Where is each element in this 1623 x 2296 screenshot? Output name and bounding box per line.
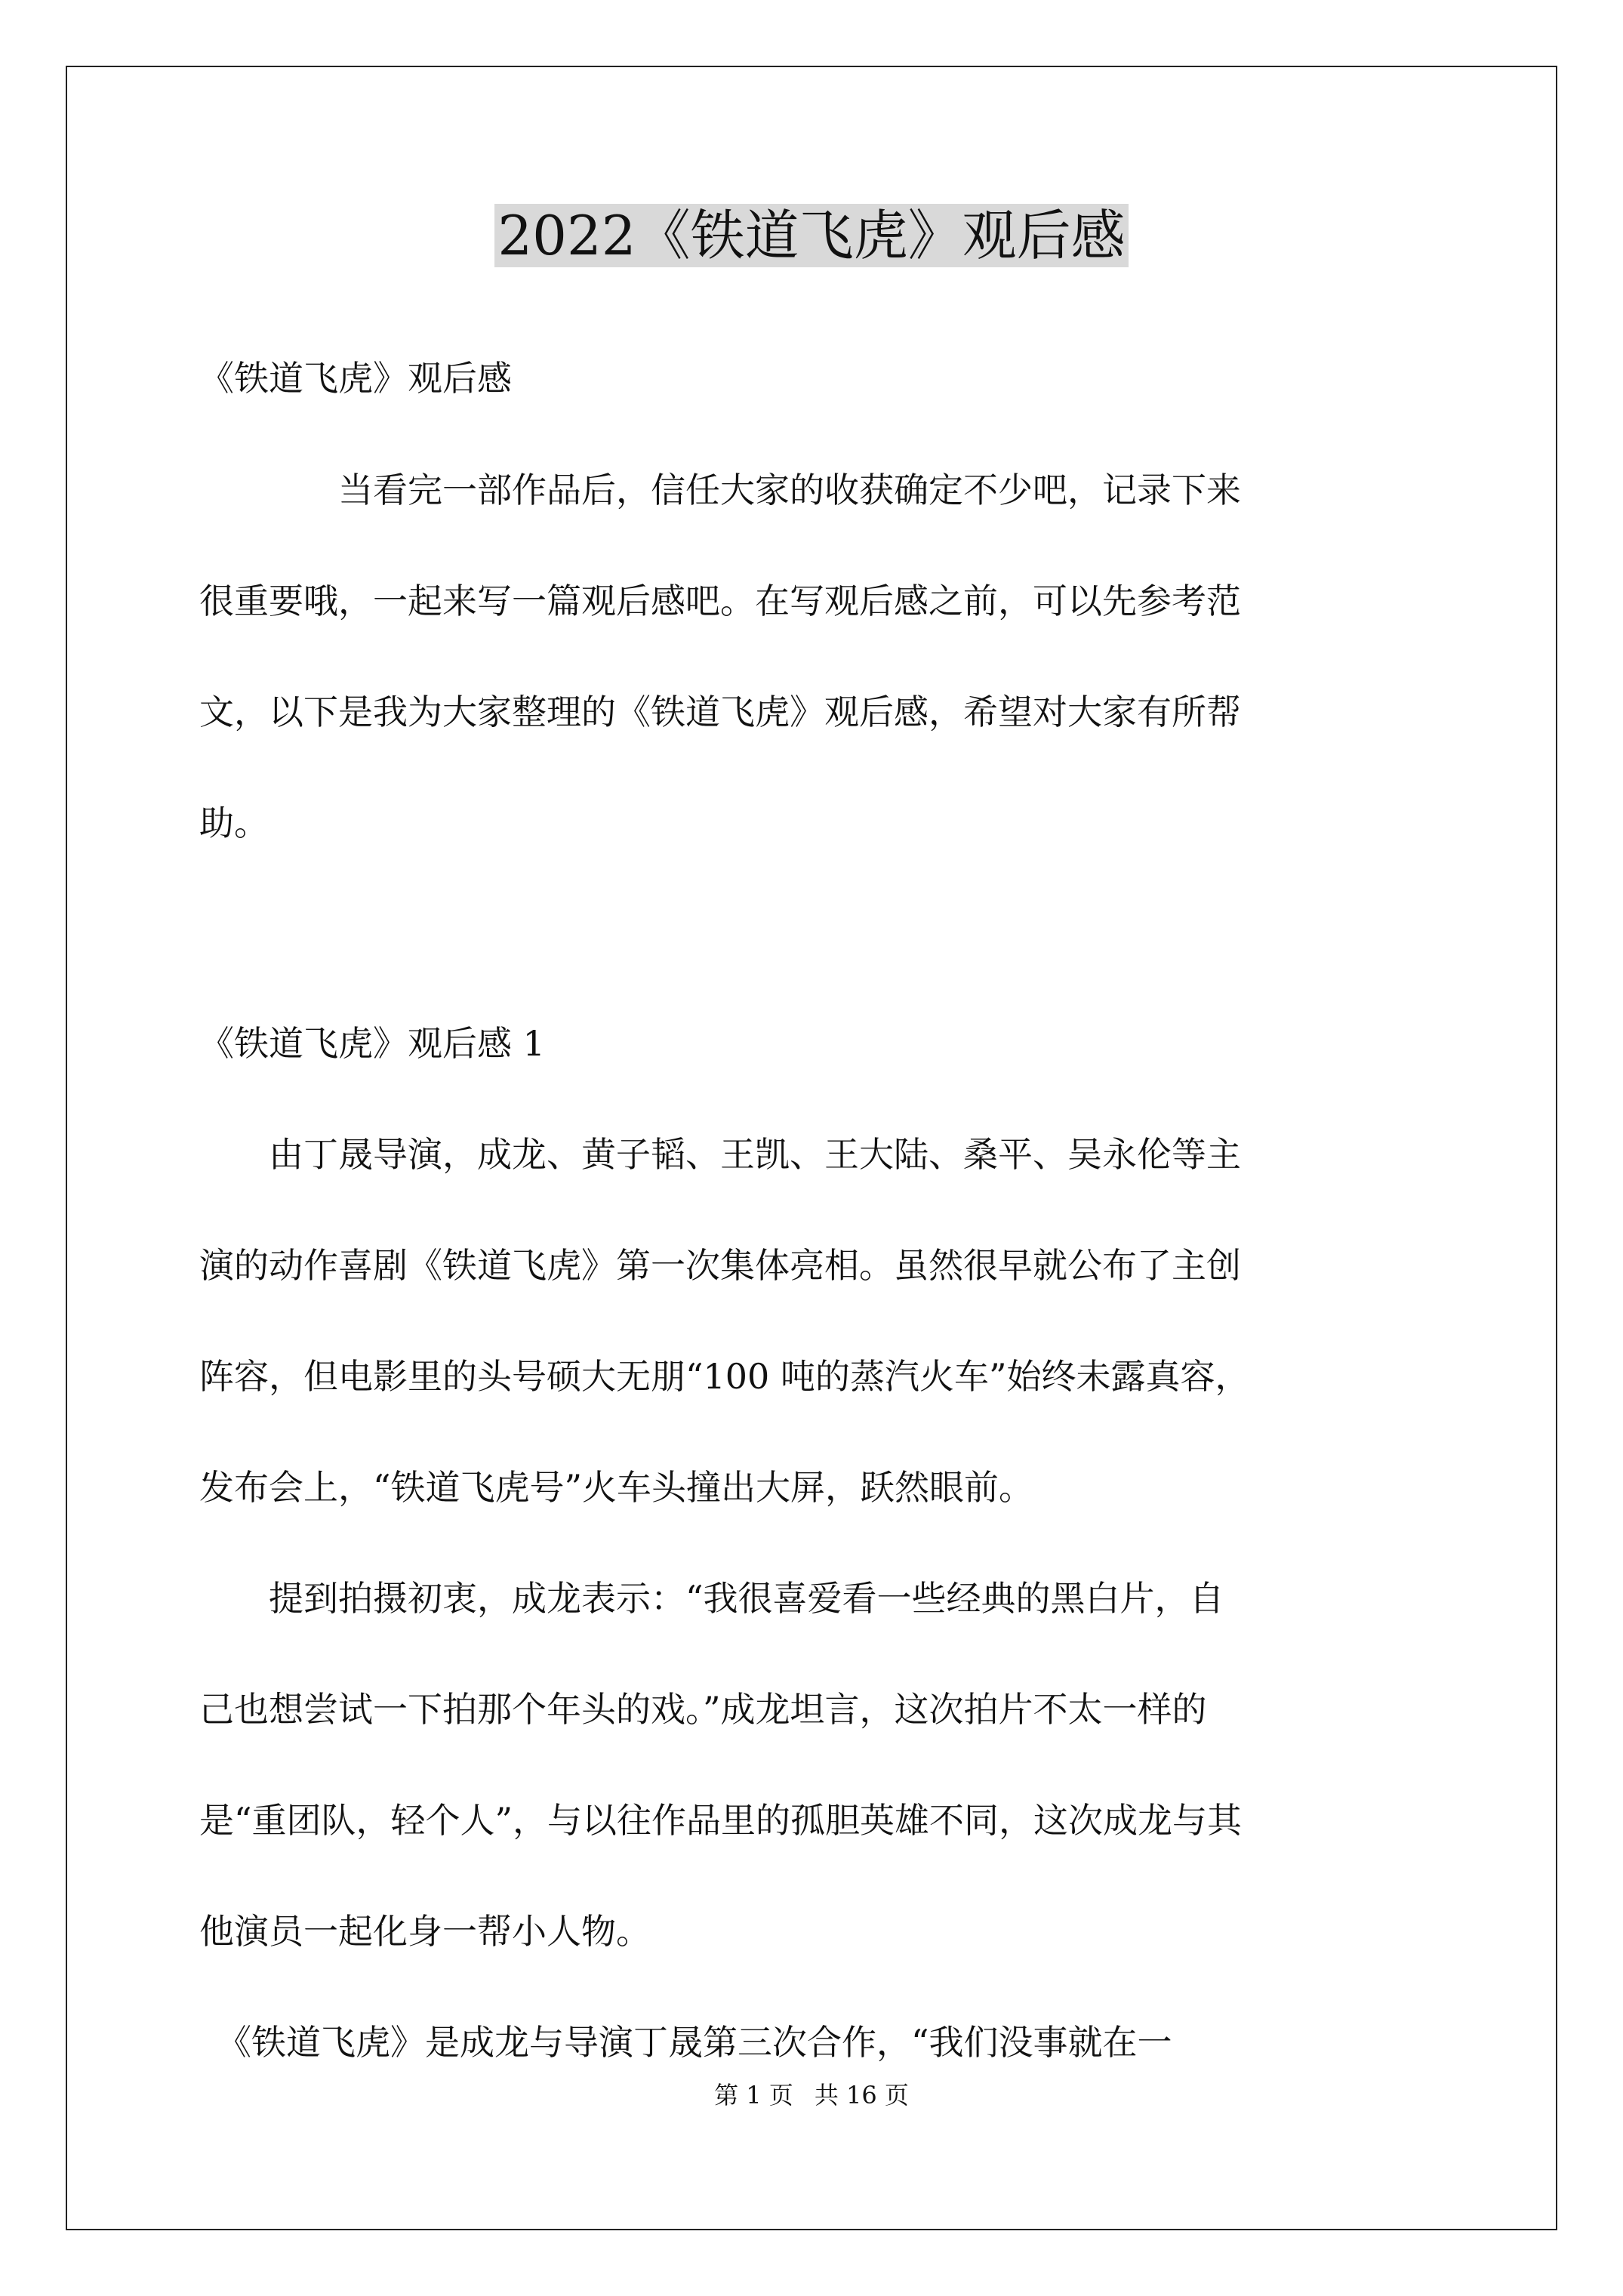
page-number: 第 1 页 [714,2081,793,2110]
paragraph-line: 发布会上，“铁道飞虎号”火车头撞出大屏，跃然眼前。 [199,1467,1034,1508]
paragraph-line: 阵容，但电影里的头号硕大无朋“100 吨的蒸汽火车”始终未露真容， [199,1356,1250,1397]
paragraph-line: 由丁晟导演，成龙、黄子韬、王凯、王大陆、桑平、吴永伦等主 [199,1134,1241,1175]
paragraph-line: 提到拍摄初衷，成龙表示：“我很喜爱看一些经典的黑白片，自 [199,1578,1224,1619]
paragraph-line: 很重要哦，一起来写一篇观后感吧。在写观后感之前，可以先参考范 [199,581,1241,621]
section-heading: 《铁道飞虎》观后感 [199,358,512,399]
document-title [0,198,1623,273]
paragraph-line: 己也想尝试一下拍那个年头的戏。”成龙坦言，这次拍片不太一样的 [199,1689,1207,1730]
paragraph-line: 是“重团队，轻个人”，与以往作品里的孤胆英雄不同，这次成龙与其 [199,1800,1243,1841]
paragraph-line: 演的动作喜剧《铁道飞虎》第一次集体亮相。虽然很早就公布了主创 [199,1245,1241,1286]
paragraph-line: 当看完一部作品后，信任大家的收获确定不少吧，记录下来 [199,470,1241,510]
section-heading: 《铁道飞虎》观后感 1 [199,1023,545,1064]
page-footer [0,2076,1623,2114]
paragraph-line: 文，以下是我为大家整理的《铁道飞虎》观后感，希望对大家有所帮 [199,692,1241,732]
paragraph-line: 他演员一起化身一帮小人物。 [199,1911,651,1952]
paragraph-line: 助。 [199,803,269,843]
paragraph-line: 《铁道飞虎》是成龙与导演丁晟第三次合作，“我们没事就在一 [199,2022,1172,2063]
page-total: 共 16 页 [814,2081,909,2110]
document-title-text: 2022《铁道飞虎》观后感 [494,204,1128,267]
